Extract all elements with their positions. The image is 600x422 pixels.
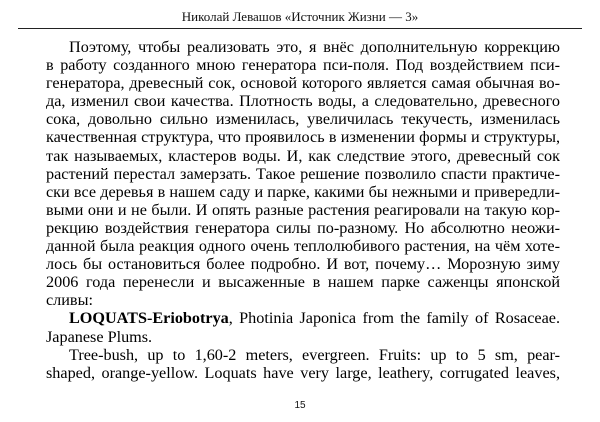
body-line: генератора, древесный сок, основой которого является самая обычная во- [46,74,560,93]
body-line: сока, довольно сильно изменилась, увеличилась текучесть, изменилась [46,110,560,129]
body-line: сливы: [46,291,93,310]
body-line: в работу созданного мною генератора пси-поля. Под воздействием пси- [46,56,560,75]
header-divider [18,28,582,29]
body-line: Поэтому, чтобы реализовать это, я внёс дополнительную коррекцию [69,38,560,56]
body-line: данной была реакция одного очень теплолюбивого растения, на чём хоте- [46,237,560,256]
body-line: растений перестал замерзать. Такое решение позволило спасти практиче- [46,164,560,183]
body-line: 2006 года перенесли и высаженные в нашем парке саженцы японской [46,273,560,292]
body-line: так называемых, кластеров воды. И, как следствие этого, древесный сок [46,146,560,165]
body-line: выми они и не были. И опять разные растения реагировали на такую кор- [46,200,560,219]
body-line: качественная структура, что проявилось в изменении формы и структуры, [46,128,560,147]
body-line: ски все деревья в нашем саду и парке, какими бы нежными и привередли- [46,182,560,201]
tree-description-line: shaped, orange-yellow. Loquats have very large, leathery, corrugated leaves, [46,363,560,382]
loquat-heading-line [46,309,560,327]
page-number: 15 [294,400,306,411]
running-header: Николай Левашов «Источник Жизни — 3» [181,9,419,24]
loquat-subline: Japanese Plums. [46,327,153,346]
body-line: лось бы остановиться более подробно. И вот, почему… Морозную зиму [46,255,560,274]
tree-description-line: Tree-bush, up to 1,60-2 meters, evergreen. Fruits: up to 5 sm, pear- [69,345,560,364]
page-body [46,38,560,382]
body-line: да, изменил свои качества. Плотность воды, а следовательно, древесного [46,92,560,111]
body-line: рекцию воздействия генератора силы по-разному. Но абсолютно неожи- [46,218,560,237]
loquat-name: LOQUATS-Eriobotrya [69,309,229,328]
loquat-description: , Photinia Japonica from the family of Rosaceae. [228,309,560,328]
